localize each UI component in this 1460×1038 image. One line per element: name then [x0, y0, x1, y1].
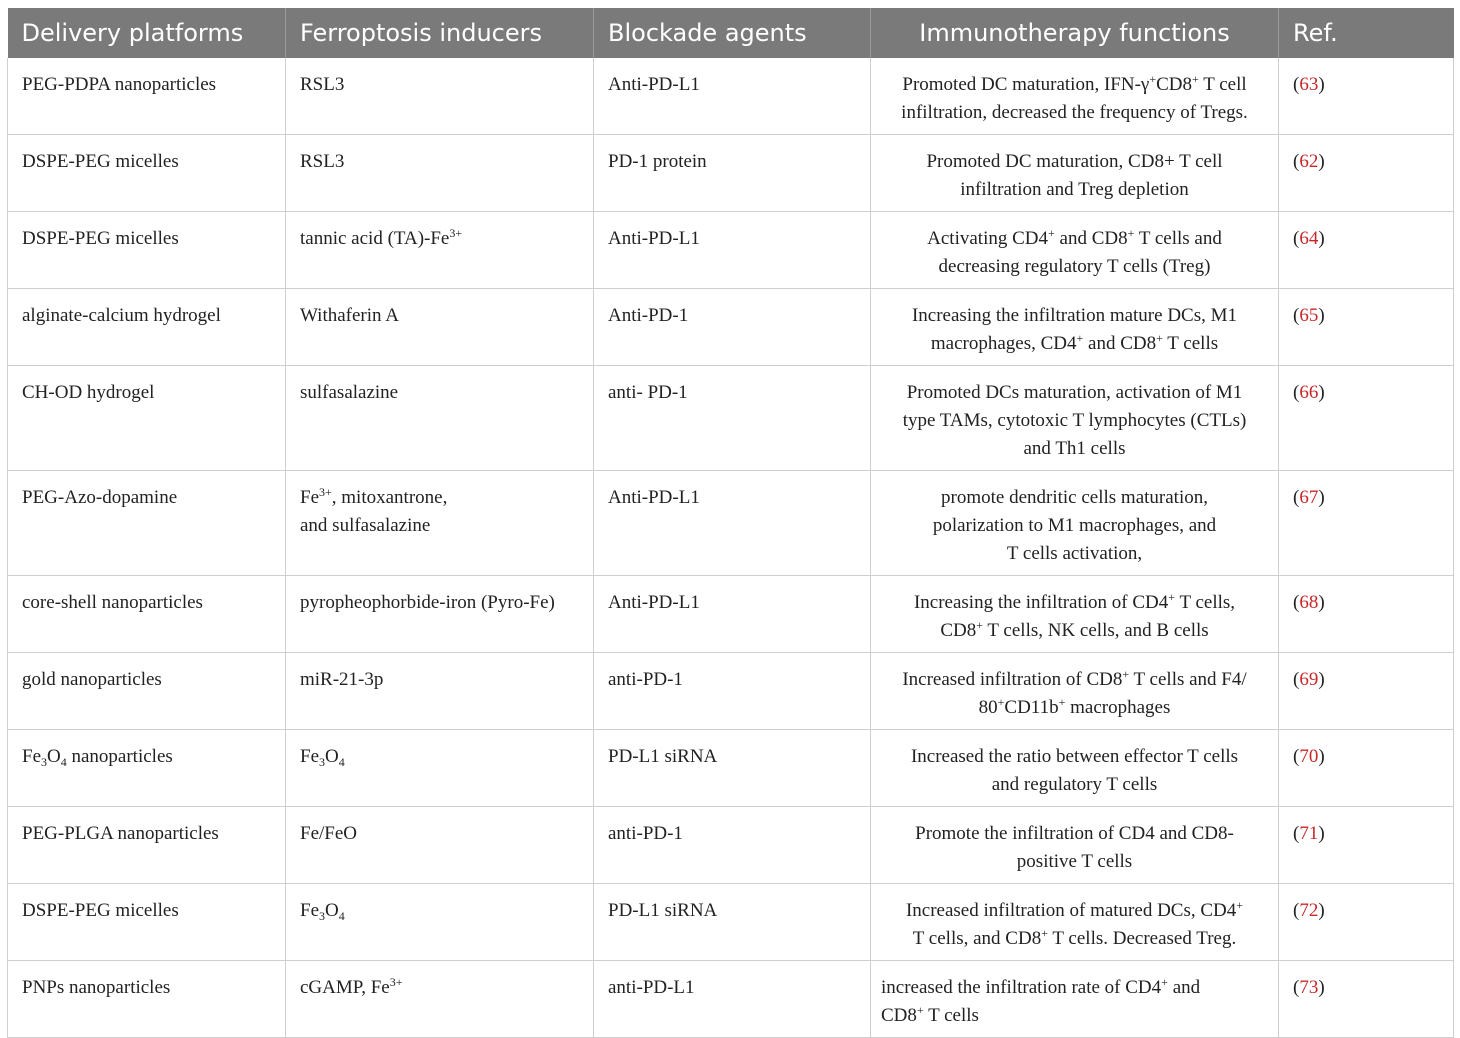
- table-body: [8, 58, 1454, 1038]
- cell-delivery-platform: alginate-calcium hydrogel: [8, 289, 286, 366]
- ref-link[interactable]: 65: [1299, 305, 1319, 326]
- cell-blockade-agent: anti- PD-1: [594, 366, 871, 471]
- ref-link[interactable]: 68: [1299, 592, 1319, 613]
- header-immunotherapy-functions: Immunotherapy functions: [871, 8, 1279, 58]
- cell-blockade-agent: Anti-PD-L1: [594, 471, 871, 576]
- cell-blockade-agent: anti-PD-1: [594, 807, 871, 884]
- cell-immunotherapy-function: promote dendritic cells maturation, polarization to M1 macrophages, and T cells activation,: [871, 471, 1279, 576]
- cell-ref: (66): [1279, 366, 1454, 471]
- table-row: [8, 576, 1454, 653]
- cell-delivery-platform: gold nanoparticles: [8, 653, 286, 730]
- cell-blockade-agent: Anti-PD-1: [594, 289, 871, 366]
- cell-blockade-agent: Anti-PD-L1: [594, 58, 871, 135]
- cell-ferroptosis-inducer: miR-21-3p: [286, 653, 594, 730]
- table-container: [7, 8, 1453, 1038]
- cell-immunotherapy-function: Promoted DC maturation, CD8+ T cell infiltration and Treg depletion: [871, 135, 1279, 212]
- table-row: [8, 730, 1454, 807]
- ref-link[interactable]: 70: [1299, 746, 1319, 767]
- cell-blockade-agent: PD-1 protein: [594, 135, 871, 212]
- cell-ferroptosis-inducer: RSL3: [286, 135, 594, 212]
- cell-ref: (72): [1279, 884, 1454, 961]
- cell-delivery-platform: DSPE-PEG micelles: [8, 212, 286, 289]
- cell-blockade-agent: PD-L1 siRNA: [594, 730, 871, 807]
- table-row: [8, 135, 1454, 212]
- cell-ref: (73): [1279, 961, 1454, 1038]
- cell-ref: (62): [1279, 135, 1454, 212]
- cell-ref: (71): [1279, 807, 1454, 884]
- ref-link[interactable]: 62: [1299, 151, 1319, 172]
- cell-delivery-platform: $Fe_3O_4$ nanoparticles: [8, 730, 286, 807]
- table-row: [8, 58, 1454, 135]
- cell-delivery-platform: DSPE-PEG micelles: [8, 135, 286, 212]
- cell-blockade-agent: PD-L1 siRNA: [594, 884, 871, 961]
- cell-ferroptosis-inducer: sulfasalazine: [286, 366, 594, 471]
- cell-blockade-agent: anti-PD-1: [594, 653, 871, 730]
- header-ferroptosis-inducers: Ferroptosis inducers: [286, 8, 594, 58]
- cell-ferroptosis-inducer: $Fe^{3+}$, mitoxantrone, and sulfasalazine: [286, 471, 594, 576]
- table-row: [8, 289, 1454, 366]
- header-ref: Ref.: [1279, 8, 1454, 58]
- cell-ferroptosis-inducer: Fe/FeO: [286, 807, 594, 884]
- cell-delivery-platform: DSPE-PEG micelles: [8, 884, 286, 961]
- cell-ref: (68): [1279, 576, 1454, 653]
- immunotherapy-table: [7, 8, 1454, 1038]
- table-row: [8, 212, 1454, 289]
- cell-immunotherapy-function: Promoted DC maturation, IFN-γ+CD8+ T cell infiltration, decreased the frequency of Tregs.: [871, 58, 1279, 135]
- header-blockade-agents: Blockade agents: [594, 8, 871, 58]
- ref-link[interactable]: 67: [1299, 487, 1319, 508]
- cell-immunotherapy-function: Promote the infiltration of CD4 and CD8- positive T cells: [871, 807, 1279, 884]
- cell-ref: (64): [1279, 212, 1454, 289]
- table-row: [8, 884, 1454, 961]
- cell-blockade-agent: anti-PD-L1: [594, 961, 871, 1038]
- cell-ferroptosis-inducer: pyropheophorbide-iron (Pyro-Fe): [286, 576, 594, 653]
- cell-ref: (65): [1279, 289, 1454, 366]
- cell-ferroptosis-inducer: cGAMP, $Fe^{3+}$: [286, 961, 594, 1038]
- cell-ferroptosis-inducer: tannic acid $(TA)-Fe^{3+}$: [286, 212, 594, 289]
- cell-immunotherapy-function: Increased infiltration of CD8+ T cells and F4/ 80+CD11b+ macrophages: [871, 653, 1279, 730]
- cell-immunotherapy-function: Increasing the infiltration mature DCs, M1 macrophages, CD4+ and CD8+ T cells: [871, 289, 1279, 366]
- cell-ferroptosis-inducer: $Fe_3O_4$: [286, 730, 594, 807]
- cell-ferroptosis-inducer: Withaferin A: [286, 289, 594, 366]
- cell-delivery-platform: PEG-Azo-dopamine: [8, 471, 286, 576]
- table-row: [8, 366, 1454, 471]
- cell-ref: (63): [1279, 58, 1454, 135]
- cell-ref: (70): [1279, 730, 1454, 807]
- cell-delivery-platform: core-shell nanoparticles: [8, 576, 286, 653]
- cell-ferroptosis-inducer: $Fe_3O_4$: [286, 884, 594, 961]
- ref-link[interactable]: 63: [1299, 74, 1319, 95]
- cell-ref: (69): [1279, 653, 1454, 730]
- cell-immunotherapy-function: increased the infiltration rate of CD4+ and CD8+ T cells: [871, 961, 1279, 1038]
- cell-delivery-platform: PEG-PLGA nanoparticles: [8, 807, 286, 884]
- cell-delivery-platform: CH-OD hydrogel: [8, 366, 286, 471]
- header-row: [8, 8, 1454, 58]
- cell-delivery-platform: PEG-PDPA nanoparticles: [8, 58, 286, 135]
- table-row: [8, 471, 1454, 576]
- cell-immunotherapy-function: Increasing the infiltration of CD4+ T cells, CD8+ T cells, NK cells, and B cells: [871, 576, 1279, 653]
- table-row: [8, 653, 1454, 730]
- cell-immunotherapy-function: Increased infiltration of matured DCs, CD4+ T cells, and CD8+ T cells. Decreased Treg.: [871, 884, 1279, 961]
- cell-immunotherapy-function: Activating CD4+ and CD8+ T cells and decreasing regulatory T cells (Treg): [871, 212, 1279, 289]
- ref-link[interactable]: 66: [1299, 382, 1319, 403]
- cell-blockade-agent: Anti-PD-L1: [594, 576, 871, 653]
- ref-link[interactable]: 73: [1299, 977, 1319, 998]
- cell-immunotherapy-function: Promoted DCs maturation, activation of M1 type TAMs, cytotoxic T lymphocytes (CTLs) and Th1 cells: [871, 366, 1279, 471]
- header-delivery-platforms: Delivery platforms: [8, 8, 286, 58]
- cell-immunotherapy-function: Increased the ratio between effector T cells and regulatory T cells: [871, 730, 1279, 807]
- cell-ref: (67): [1279, 471, 1454, 576]
- cell-ferroptosis-inducer: RSL3: [286, 58, 594, 135]
- ref-link[interactable]: 69: [1299, 669, 1319, 690]
- cell-blockade-agent: Anti-PD-L1: [594, 212, 871, 289]
- table-row: [8, 807, 1454, 884]
- cell-delivery-platform: PNPs nanoparticles: [8, 961, 286, 1038]
- ref-link[interactable]: 72: [1299, 900, 1319, 921]
- ref-link[interactable]: 64: [1299, 228, 1319, 249]
- ref-link[interactable]: 71: [1299, 823, 1319, 844]
- table-row: [8, 961, 1454, 1038]
